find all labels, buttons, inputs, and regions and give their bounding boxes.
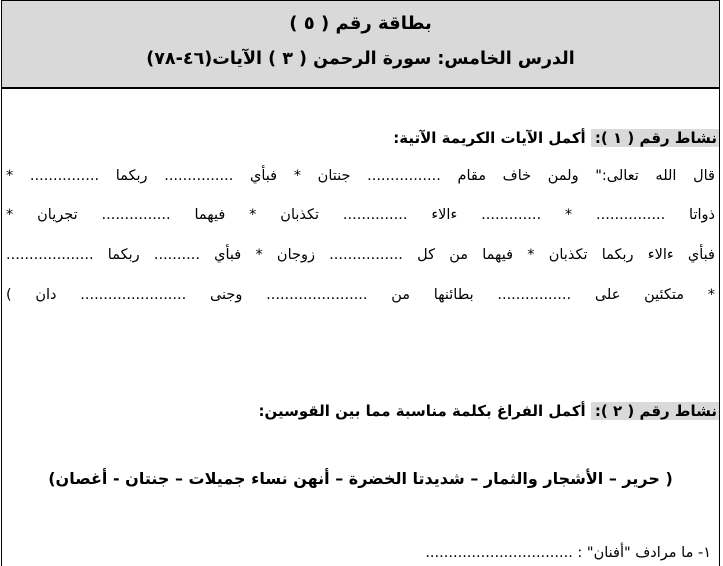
verse-line-2: ذواتا ............... * ............. ءالاء .............. تكذبان * فيهما ............... تجريان * <box>6 207 715 223</box>
activity-2-label: نشاط رقم ( ٢ ): <box>591 402 719 420</box>
activity-1-label: نشاط رقم ( ١ ): <box>591 129 719 147</box>
activity-1-instruction: أكمل الآيات الكريمة الآتية: <box>393 129 591 147</box>
card-header <box>2 1 719 89</box>
worksheet-card <box>1 0 720 566</box>
activity-2-instruction: أكمل الفراغ بكلمة مناسبة مما بين القوسين: <box>258 402 591 420</box>
card-title: بطاقة رقم ( ٥ ) <box>289 13 432 34</box>
activity-1-heading <box>393 126 719 150</box>
question-1: ١- ما مرادف "أفنان" : ................................ <box>425 545 711 561</box>
word-choices: ( حرير – الأشجار والثمار – شديدتا الخضرة – أنهن نساء جميلات – جنتان - أغصان) <box>48 469 673 488</box>
verse-line-3: فبأي ءالاء ربكما تكذبان * فيهما من كل ................ زوجان * فبأي .......... ربكما ................... <box>6 247 715 263</box>
verse-line-1: قال الله تعالى:" ولمن خاف مقام ................ جنتان * فبأي ............... ربكما ............... * <box>6 168 715 184</box>
activity-2-heading <box>259 399 719 423</box>
lesson-title: الدرس الخامس: سورة الرحمن ( ٣ ) الآيات(٤٦-٧٨) <box>146 49 575 69</box>
verse-line-4: * متكئين على ................ بطائنها من ...................... وجنى ....................... دان ) <box>6 287 715 303</box>
